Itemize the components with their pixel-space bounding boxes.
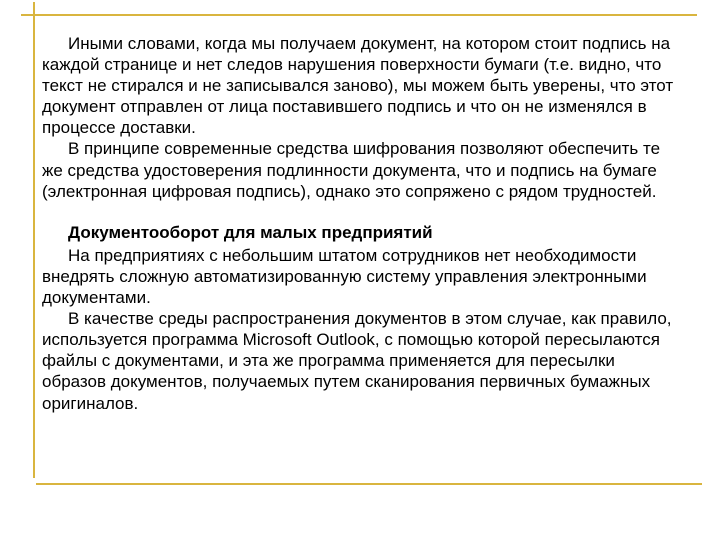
section-paragraph: В качестве среды распространения документов в этом случае, как правило, используется программа Microsoft Outlook, с помощью которой пересылаются файлы с документами, и эта же программа применяется для пересылки образов документов, получаемых путем сканирования первичных бумажных оригиналов. xyxy=(42,309,672,413)
top-divider xyxy=(21,14,697,16)
section-paragraph: На предприятиях с небольшим штатом сотрудников нет необходимости внедрять сложную автоматизированную систему управления электронными документами. xyxy=(42,245,647,308)
body-paragraph: Иными словами, когда мы получаем документ, на котором стоит подпись на каждой странице и нет следов нарушения поверхности бумаги (т.е. видно, что текст не стирался и не записывался заново), мы можем быть уверены, что этот документ отправлен от лица поставившего подпись и что он не изменялся в процессе доставки. xyxy=(42,34,674,138)
body-paragraph: В принципе современные средства шифрования позволяют обеспечить те же средства удостоверения подлинности документа, что и подпись на бумаге (электронная цифровая подпись), однако это сопряжено с рядом трудностей. xyxy=(42,139,661,201)
slide-body xyxy=(42,33,682,414)
left-divider xyxy=(33,2,35,478)
section-heading: Документооборот для малых предприятий xyxy=(68,222,433,242)
bottom-divider xyxy=(36,483,702,485)
paragraph-spacer xyxy=(42,202,682,222)
